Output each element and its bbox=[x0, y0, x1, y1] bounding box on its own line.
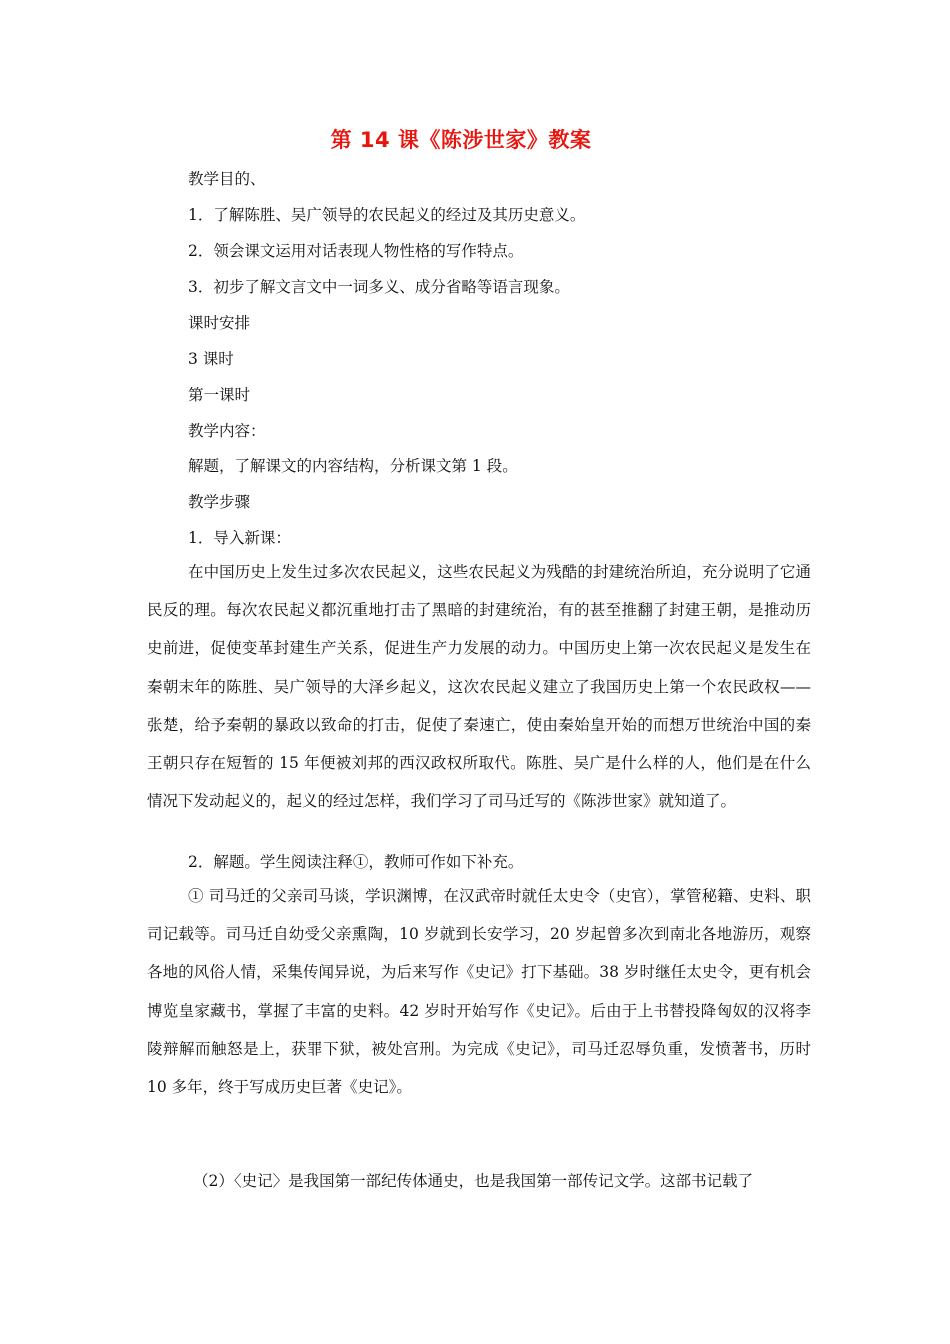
content-text: 解题，了解课文的内容结构，分析课文第 1 段。 bbox=[188, 457, 518, 475]
note-2-paragraph: （2）〈史记〉是我国第一部纪传体通史，也是我国第一部传记文学。这部书记载了 bbox=[193, 1172, 754, 1190]
step-1-heading: 1．导入新课： bbox=[188, 529, 291, 547]
section-heading-content: 教学内容： bbox=[188, 422, 266, 440]
document-title: 第 14 课《陈涉世家》教案 bbox=[330, 128, 592, 152]
goal-item-1: 1．了解陈胜、吴广领导的农民起义的经过及其历史意义。 bbox=[188, 206, 586, 224]
section-heading-first-lesson: 第一课时 bbox=[188, 386, 251, 404]
section-heading-teaching-goals: 教学目的、 bbox=[188, 170, 266, 188]
goal-item-2: 2．领会课文运用对话表现人物性格的写作特点。 bbox=[188, 242, 524, 260]
intro-paragraph: 在中国历史上发生过多次农民起义，这些农民起义为残酷的封建统治所迫，充分说明了它通民反的理。每次农民起义都沉重地打击了黑暗的封建统治，有的甚至推翻了封建王朝，是推动历史前进，促使变革封建生产关系，促进生产力发展的动力。中国历史上第一次农民起义是发生在秦朝末年的陈胜、吴广领导的大泽乡起义，这次农民起义建立了我国历史上第一个农民政权——张楚，给予秦朝的暴政以致命的打击，促使了秦速亡，使由秦始皇开始的而想万世统治中国的秦王朝只存在短暂的 15 年便被刘邦的西汉政权所取代。陈胜、吴广是什么样的人，他们是在什么情况下发动起义的，起义的经过怎样，我们学习了司马迁写的《陈涉世家》就知道了。 bbox=[147, 563, 811, 811]
step-2-heading: 2．解题。学生阅读注释①，教师可作如下补充。 bbox=[188, 853, 524, 871]
section-heading-schedule: 课时安排 bbox=[188, 314, 251, 332]
section-heading-steps: 教学步骤 bbox=[188, 493, 251, 511]
goal-item-3: 3．初步了解文言文中一词多义、成分省略等语言现象。 bbox=[188, 278, 570, 296]
schedule-value: 3 课时 bbox=[188, 350, 234, 368]
note-1-paragraph: ① 司马迁的父亲司马谈，学识渊博，在汉武帝时就任太史令（史官），掌管秘籍、史料、职司记载等。司马迁自幼受父亲熏陶，10 岁就到长安学习，20 岁起曾多次到南北各地游历，观察各地的风俗人情，采集传闻异说，为后来写作《史记》打下基础。38 岁时继任太史令，更有机会博览皇家藏书，掌握了丰富的史料。42 岁时开始写作《史记》。后由于上书替投降匈奴的汉将李陵辩解而触怒是上，获罪下狱，被处宫刑。为完成《史记》，司马迁忍辱负重，发愤著书，历时 10 多年，终于写成历史巨著《史记》。 bbox=[147, 887, 811, 1097]
